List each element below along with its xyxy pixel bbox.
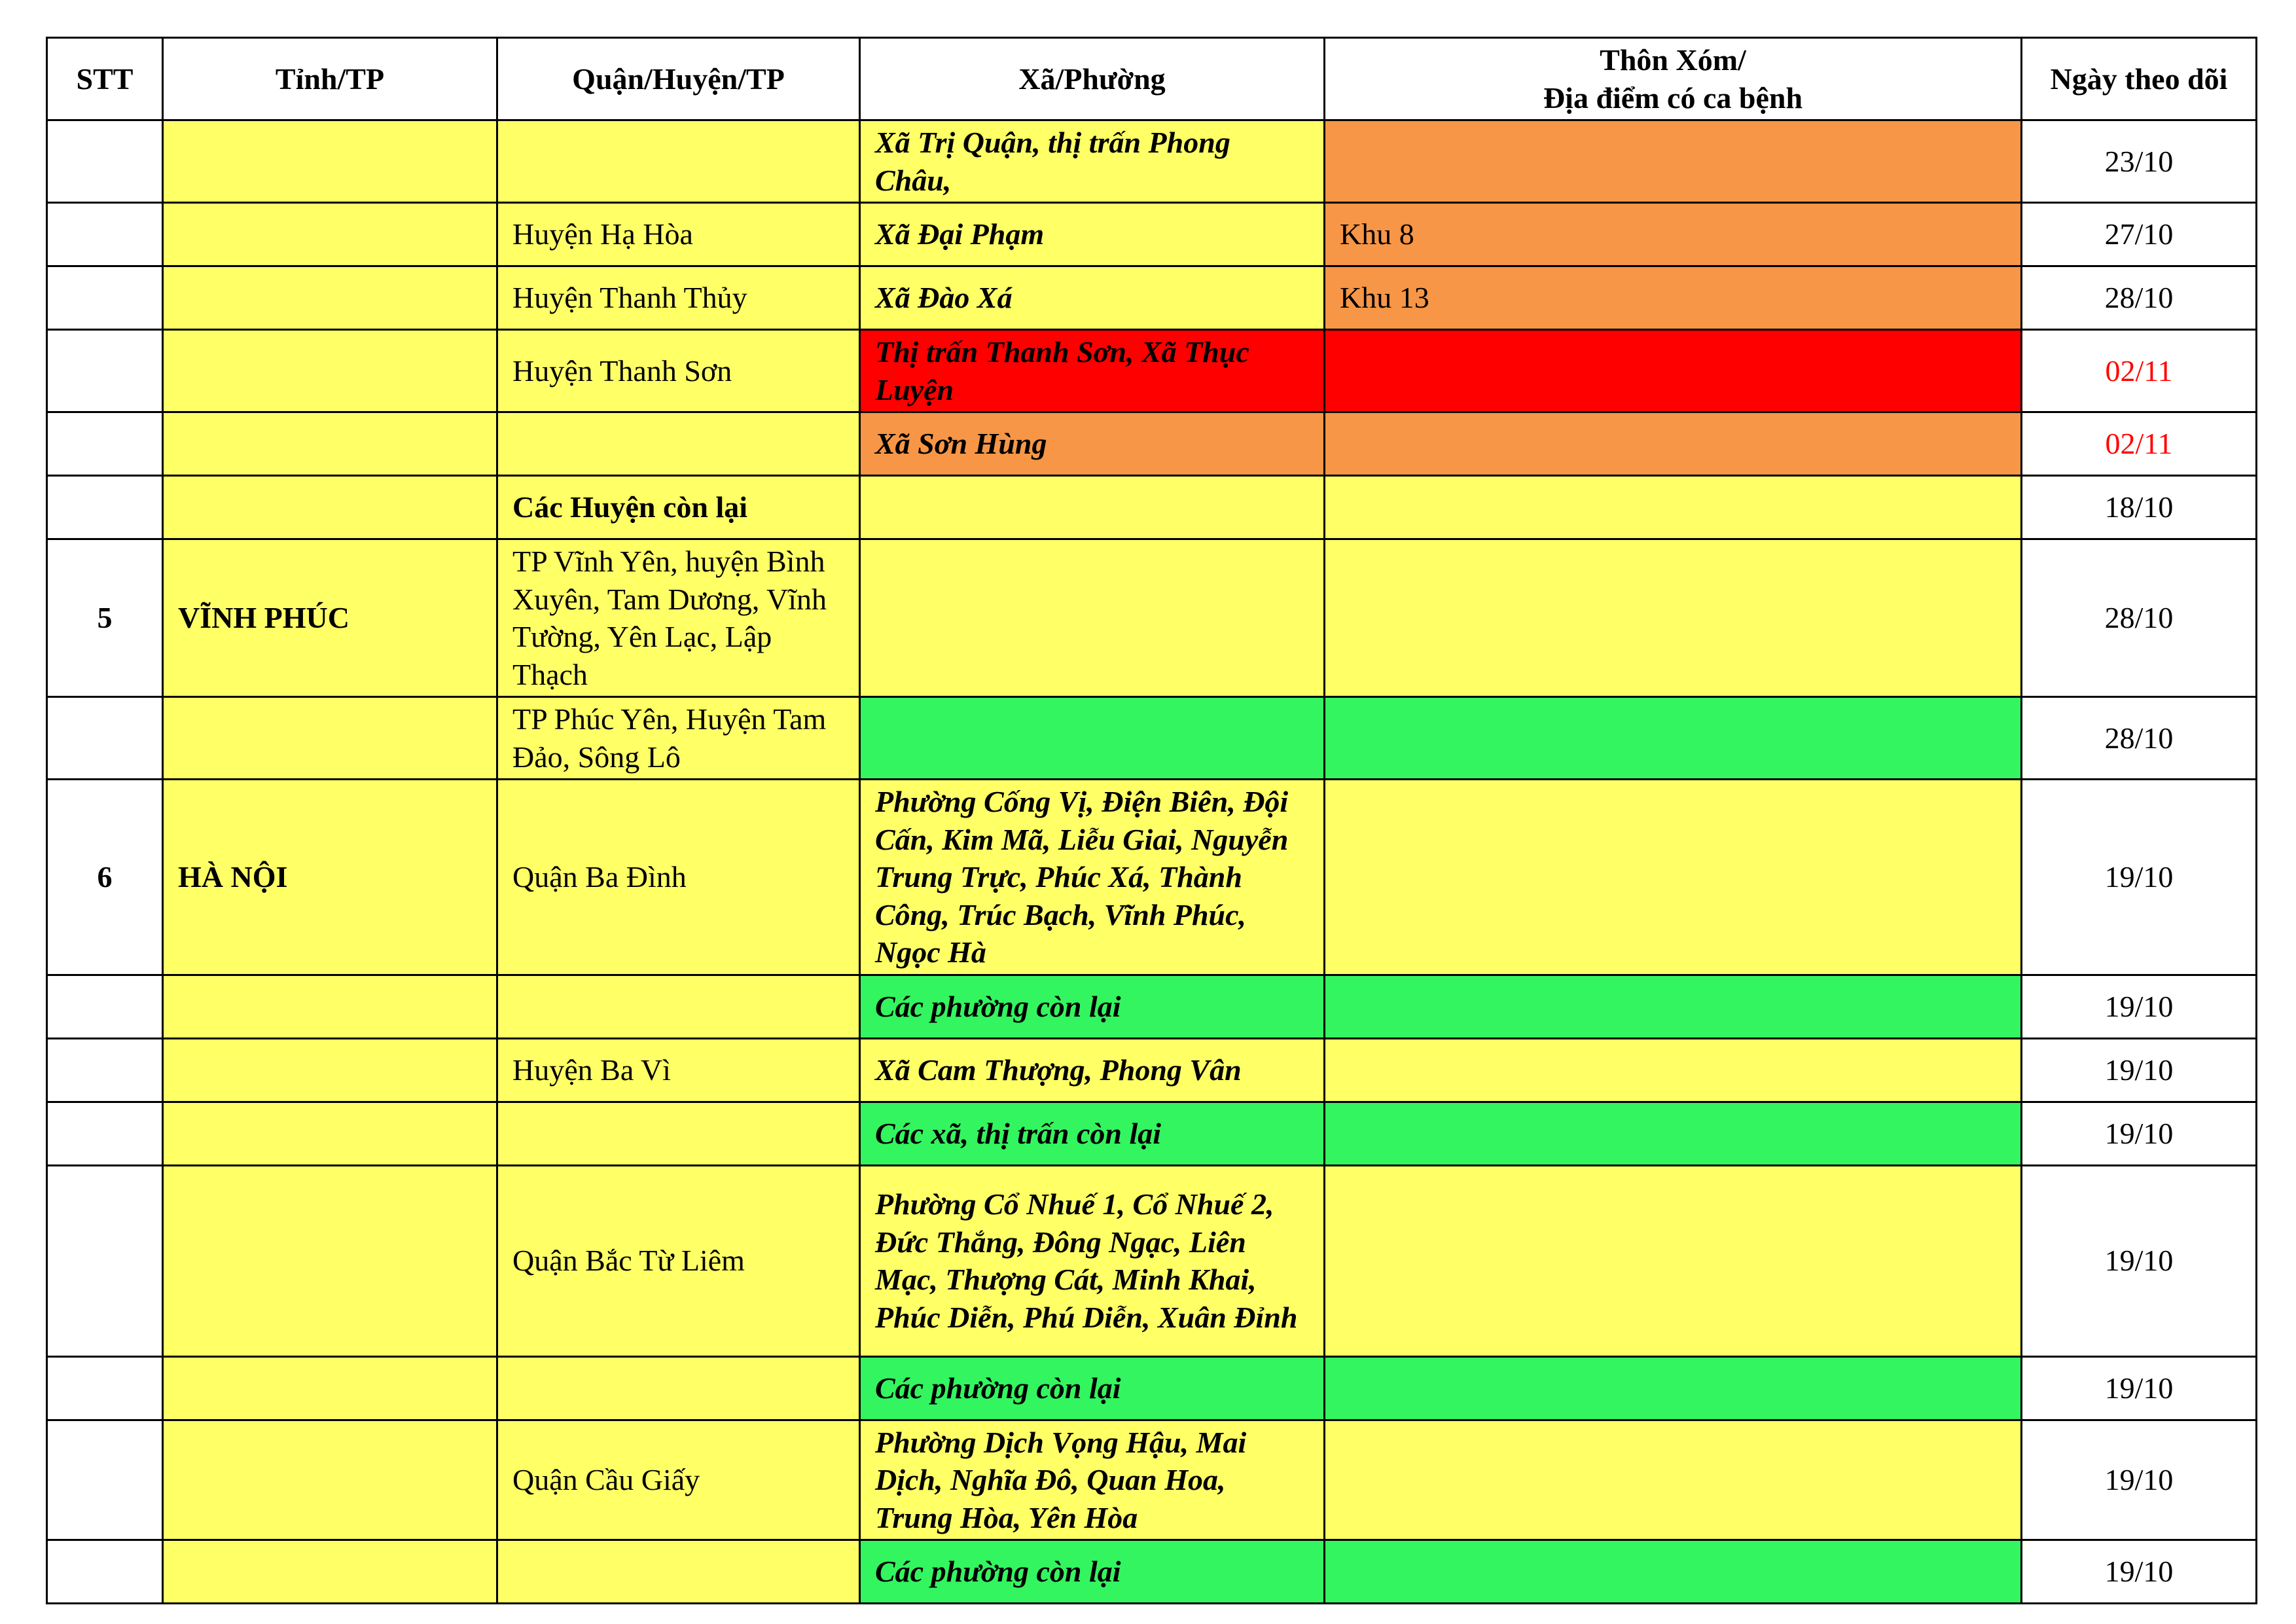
date-cell: 02/11 — [2022, 412, 2257, 476]
stt-cell — [47, 1540, 163, 1604]
stt-cell — [47, 412, 163, 476]
province-cell — [163, 203, 497, 266]
date-cell: 19/10 — [2022, 975, 2257, 1038]
date-cell: 02/11 — [2022, 330, 2257, 412]
district-cell: Huyện Thanh Thủy — [497, 266, 860, 330]
hamlet-cell — [1325, 1420, 2022, 1540]
hamlet-cell — [1325, 697, 2022, 780]
table-row — [47, 780, 2257, 975]
province-cell — [163, 412, 497, 476]
date-cell: 28/10 — [2022, 539, 2257, 697]
header-district: Quận/Huyện/TP — [497, 38, 860, 120]
date-cell: 19/10 — [2022, 1356, 2257, 1420]
stt-cell — [47, 697, 163, 780]
hamlet-cell: Khu 13 — [1325, 266, 2022, 330]
hamlet-cell: Khu 8 — [1325, 203, 2022, 266]
stt-cell — [47, 330, 163, 412]
district-cell — [497, 1356, 860, 1420]
header-stt: STT — [47, 38, 163, 120]
commune-cell — [860, 697, 1325, 780]
table-row — [47, 476, 2257, 539]
district-cell: Quận Bắc Từ Liêm — [497, 1165, 860, 1356]
table-row — [47, 1102, 2257, 1165]
commune-cell: Các phường còn lại — [860, 1540, 1325, 1604]
commune-cell: Phường Cổ Nhuế 1, Cổ Nhuế 2, Đức Thắng, Đông Ngạc, Liên Mạc, Thượng Cát, Minh Khai, Phúc Diễn, Phú Diễn, Xuân Đỉnh — [860, 1165, 1325, 1356]
table-body — [47, 120, 2257, 1604]
table-row — [47, 697, 2257, 780]
hamlet-cell — [1325, 1165, 2022, 1356]
stt-cell — [47, 1420, 163, 1540]
commune-cell — [860, 539, 1325, 697]
commune-cell: Phường Cống Vị, Điện Biên, Đội Cấn, Kim Mã, Liễu Giai, Nguyễn Trung Trực, Phúc Xá, Thành Công, Trúc Bạch, Vĩnh Phúc, Ngọc Hà — [860, 780, 1325, 975]
district-cell — [497, 975, 860, 1038]
province-cell — [163, 1356, 497, 1420]
header-province: Tỉnh/TP — [163, 38, 497, 120]
header-hamlet-line2: Địa điểm có ca bệnh — [1543, 81, 1803, 115]
province-cell — [163, 1420, 497, 1540]
date-cell: 18/10 — [2022, 476, 2257, 539]
hamlet-cell — [1325, 476, 2022, 539]
stt-cell — [47, 203, 163, 266]
commune-cell: Phường Dịch Vọng Hậu, Mai Dịch, Nghĩa Đô, Quan Hoa, Trung Hòa, Yên Hòa — [860, 1420, 1325, 1540]
commune-cell: Các xã, thị trấn còn lại — [860, 1102, 1325, 1165]
district-cell — [497, 120, 860, 203]
commune-cell: Xã Sơn Hùng — [860, 412, 1325, 476]
district-cell: TP Vĩnh Yên, huyện Bình Xuyên, Tam Dương, Vĩnh Tường, Yên Lạc, Lập Thạch — [497, 539, 860, 697]
date-cell: 19/10 — [2022, 1038, 2257, 1102]
district-cell — [497, 412, 860, 476]
date-cell: 19/10 — [2022, 1165, 2257, 1356]
province-cell: HÀ NỘI — [163, 780, 497, 975]
date-cell: 19/10 — [2022, 1420, 2257, 1540]
table-row — [47, 1540, 2257, 1604]
district-cell: TP Phúc Yên, Huyện Tam Đảo, Sông Lô — [497, 697, 860, 780]
district-cell: Huyện Thanh Sơn — [497, 330, 860, 412]
table-row — [47, 1038, 2257, 1102]
stt-cell — [47, 120, 163, 203]
province-cell — [163, 476, 497, 539]
stt-cell — [47, 1102, 163, 1165]
date-cell: 27/10 — [2022, 203, 2257, 266]
commune-cell: Các phường còn lại — [860, 975, 1325, 1038]
province-cell — [163, 266, 497, 330]
header-hamlet-line1: Thôn Xóm/ — [1600, 43, 1746, 77]
monitoring-table — [46, 37, 2257, 1604]
district-cell: Các Huyện còn lại — [497, 476, 860, 539]
table-row — [47, 1165, 2257, 1356]
province-cell — [163, 120, 497, 203]
province-cell — [163, 1165, 497, 1356]
district-cell: Huyện Hạ Hòa — [497, 203, 860, 266]
header-hamlet — [1325, 38, 2022, 120]
hamlet-cell — [1325, 412, 2022, 476]
hamlet-cell — [1325, 1038, 2022, 1102]
district-cell — [497, 1102, 860, 1165]
province-cell: VĨNH PHÚC — [163, 539, 497, 697]
date-cell: 19/10 — [2022, 780, 2257, 975]
date-cell: 19/10 — [2022, 1102, 2257, 1165]
table-row — [47, 1420, 2257, 1540]
district-cell: Quận Ba Đình — [497, 780, 860, 975]
hamlet-cell — [1325, 539, 2022, 697]
table-row — [47, 539, 2257, 697]
hamlet-cell — [1325, 975, 2022, 1038]
table-row — [47, 203, 2257, 266]
hamlet-cell — [1325, 330, 2022, 412]
table-row — [47, 975, 2257, 1038]
province-cell — [163, 1102, 497, 1165]
commune-cell: Các phường còn lại — [860, 1356, 1325, 1420]
hamlet-cell — [1325, 780, 2022, 975]
hamlet-cell — [1325, 120, 2022, 203]
stt-cell — [47, 975, 163, 1038]
hamlet-cell — [1325, 1102, 2022, 1165]
stt-cell — [47, 1165, 163, 1356]
commune-cell: Thị trấn Thanh Sơn, Xã Thục Luyện — [860, 330, 1325, 412]
commune-cell: Xã Đào Xá — [860, 266, 1325, 330]
commune-cell — [860, 476, 1325, 539]
commune-cell: Xã Cam Thượng, Phong Vân — [860, 1038, 1325, 1102]
table-row — [47, 412, 2257, 476]
header-date: Ngày theo dõi — [2022, 38, 2257, 120]
date-cell: 19/10 — [2022, 1540, 2257, 1604]
table-row — [47, 120, 2257, 203]
header-commune: Xã/Phường — [860, 38, 1325, 120]
stt-cell — [47, 476, 163, 539]
province-cell — [163, 975, 497, 1038]
table-row — [47, 330, 2257, 412]
date-cell: 28/10 — [2022, 266, 2257, 330]
stt-cell: 5 — [47, 539, 163, 697]
stt-cell — [47, 1356, 163, 1420]
commune-cell: Xã Trị Quận, thị trấn Phong Châu, — [860, 120, 1325, 203]
stt-cell — [47, 266, 163, 330]
stt-cell — [47, 1038, 163, 1102]
table-row — [47, 266, 2257, 330]
hamlet-cell — [1325, 1356, 2022, 1420]
table-row — [47, 1356, 2257, 1420]
district-cell: Quận Cầu Giấy — [497, 1420, 860, 1540]
date-cell: 23/10 — [2022, 120, 2257, 203]
province-cell — [163, 697, 497, 780]
header-row — [47, 38, 2257, 120]
province-cell — [163, 330, 497, 412]
district-cell: Huyện Ba Vì — [497, 1038, 860, 1102]
district-cell — [497, 1540, 860, 1604]
date-cell: 28/10 — [2022, 697, 2257, 780]
hamlet-cell — [1325, 1540, 2022, 1604]
province-cell — [163, 1038, 497, 1102]
commune-cell: Xã Đại Phạm — [860, 203, 1325, 266]
province-cell — [163, 1540, 497, 1604]
stt-cell: 6 — [47, 780, 163, 975]
